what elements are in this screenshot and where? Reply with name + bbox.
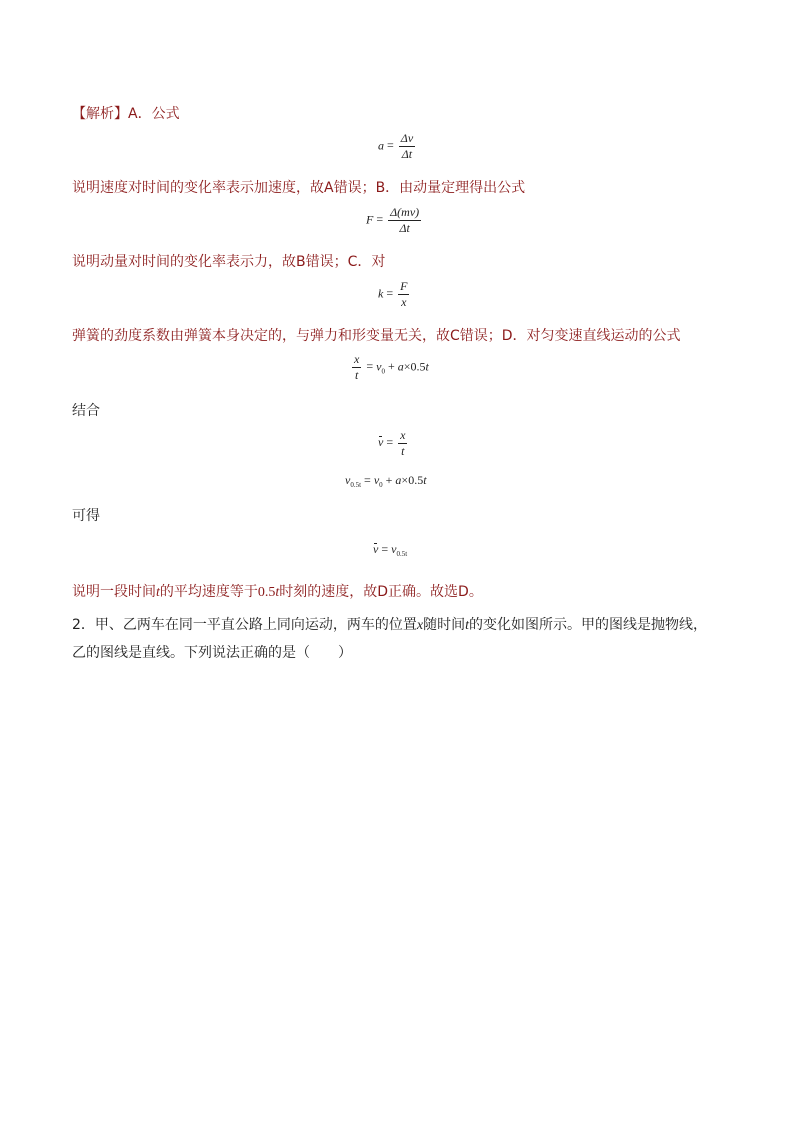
formula-operator: +: [387, 359, 395, 374]
formula-operator: =: [364, 473, 371, 487]
formula-operator: =: [386, 286, 394, 301]
question-2-line-1: [72, 614, 707, 634]
formula-uniform-acceleration: [350, 352, 429, 383]
formula-numerator: x: [354, 352, 360, 366]
formula-fraction: [352, 352, 361, 383]
analysis-text: 的平均速度等于: [159, 584, 258, 600]
analysis-line-6: [72, 505, 100, 525]
question-text: 的变化如图所示。甲的图线是抛物线，: [469, 617, 708, 633]
formula-operator: =: [386, 435, 394, 450]
formula-operator: +: [385, 473, 393, 487]
formula-symbol: k: [378, 286, 384, 301]
analysis-line-2: [72, 177, 525, 197]
analysis-line-1: [72, 103, 180, 123]
formula-symbol: a: [397, 359, 404, 374]
formula-subscript: 0: [381, 367, 385, 376]
formula-denominator: t: [354, 368, 359, 382]
formula-symbol: v: [373, 473, 380, 487]
formula-operator: =: [381, 542, 389, 556]
formula-numerator: Δ(mv): [390, 205, 420, 219]
formula-fraction: [398, 428, 407, 459]
analysis-text: 说明一段时间: [72, 584, 156, 600]
question-2-line-2: [72, 642, 352, 662]
formula-conclusion: [373, 542, 407, 558]
formula-force: [366, 205, 423, 236]
formula-operator: ×: [401, 473, 409, 487]
variable-t: t: [465, 618, 470, 633]
formula-numerator: F: [400, 279, 408, 293]
formula-denominator: x: [401, 295, 407, 309]
formula-operator: =: [387, 138, 394, 153]
question-text: 随时间: [423, 617, 466, 633]
analysis-text: 时刻的速度，故D正确。故选D。: [279, 584, 483, 600]
formula-fraction: [398, 279, 409, 310]
formula-symbol: a: [395, 473, 402, 487]
formula-subscript: 0: [379, 481, 383, 489]
value-text: 0.5: [257, 585, 276, 600]
question-text: 乙的图线是直线。下列说法正确的是（ ）: [72, 645, 352, 661]
formula-operator: =: [366, 359, 374, 374]
analysis-text: 【解析】A．公式: [72, 106, 180, 122]
analysis-text: 说明速度对时间的变化率表示加速度，故A错误；B．由动量定理得出公式: [72, 180, 526, 196]
analysis-line-3: [72, 251, 385, 271]
formula-symbol: v: [345, 473, 351, 487]
analysis-line-4: [72, 325, 681, 345]
formula-symbol: v: [373, 542, 379, 556]
variable-t: t: [156, 585, 160, 600]
analysis-text: 结合: [72, 403, 100, 419]
variable-x: x: [416, 618, 424, 633]
analysis-text: 说明动量对时间的变化率表示力，故B错误；C．对: [72, 254, 386, 270]
formula-numerator: Δv: [400, 131, 414, 145]
formula-midtime-velocity: [345, 473, 427, 489]
formula-denominator: Δt: [399, 221, 410, 235]
analysis-text: 可得: [72, 508, 100, 524]
formula-operator: ×: [403, 359, 411, 374]
question-text: 2．甲、乙两车在同一平直公路上同向运动，两车的位置: [72, 617, 417, 633]
formula-subscript: 0.5t: [396, 550, 408, 558]
formula-average-velocity: [378, 428, 409, 459]
formula-symbol: t: [425, 359, 429, 374]
formula-symbol: t: [423, 473, 427, 487]
formula-numerator: x: [400, 428, 406, 442]
formula-number: 0.5: [408, 473, 424, 487]
analysis-line-7: [72, 581, 483, 601]
formula-fraction: [388, 205, 421, 236]
formula-symbol: v: [376, 359, 382, 374]
formula-number: 0.5: [410, 359, 426, 374]
formula-symbol: v: [391, 542, 397, 556]
formula-subscript: 0.5t: [350, 481, 362, 489]
formula-symbol: F: [366, 212, 374, 227]
variable-t: t: [275, 585, 280, 600]
formula-spring-constant: [378, 279, 411, 310]
formula-denominator: Δt: [401, 147, 413, 161]
analysis-line-5: [72, 400, 100, 420]
analysis-text: 弹簧的劲度系数由弹簧本身决定的，与弹力和形变量无关，故C错误；D．对匀变速直线运动的公式: [72, 328, 681, 344]
formula-denominator: t: [401, 444, 405, 458]
formula-operator: =: [376, 212, 384, 227]
formula-acceleration: [378, 131, 417, 162]
formula-symbol: v: [378, 435, 384, 450]
formula-symbol: a: [378, 138, 384, 153]
formula-fraction: [399, 131, 415, 162]
